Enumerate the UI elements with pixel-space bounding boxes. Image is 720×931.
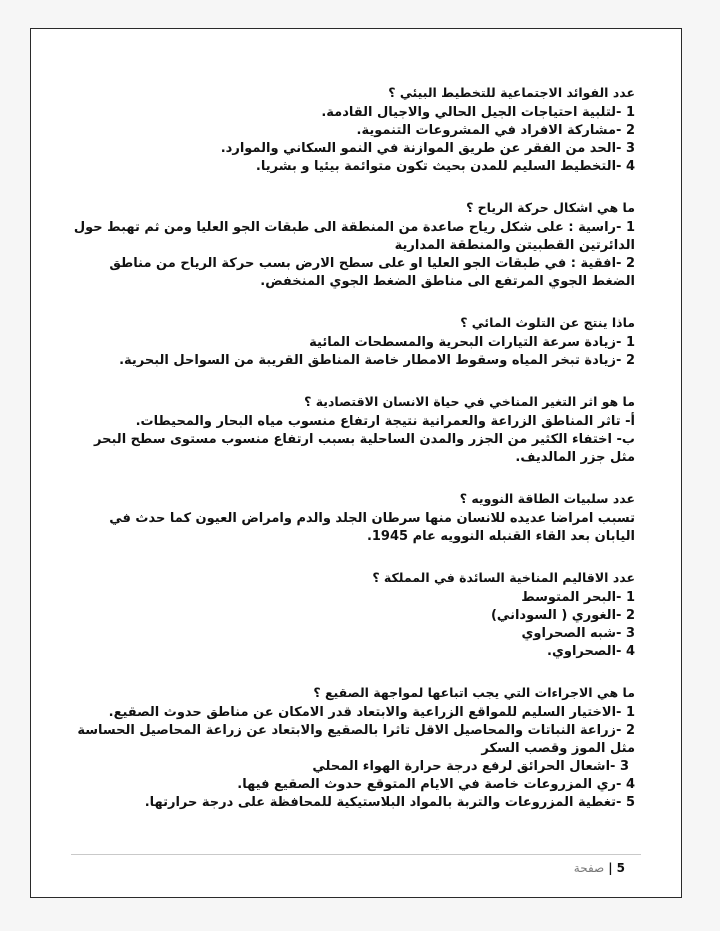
answer-item: 4 -التخطيط السليم للمدن بحيث تكون متوائمة بيئيا و بشريا.: [255, 159, 635, 174]
answer-item: 2 -مشاركة الافراد في المشروعات التنموية.: [356, 123, 635, 138]
qa-section: [71, 84, 635, 176]
question-heading: ما هي الاجراءات التي يجب اتباعها لمواجهة الصقيع ؟: [313, 685, 635, 700]
document-page: [30, 28, 682, 898]
footer-divider: [71, 854, 641, 855]
answer-item: 2 -زراعة النباتات والمحاصيل الاقل تاثرا بالصقيع والابتعاد عن زراعة المحاصيل الحساسة مثل الموز وقصب السكر: [77, 723, 635, 756]
question-heading: ما هي اشكال حركة الرياح ؟: [466, 200, 635, 215]
answer-item: 1 -الاختيار السليم للمواقع الزراعية والابتعاد قدر الامكان عن مناطق حدوث الصقيع.: [108, 705, 635, 720]
answer-item: تسبب امراضا عديده للانسان منها سرطان الجلد والدم وامراض العيون كما حدث في اليابان بعد القاء القنبله النوويه عام 1945.: [109, 511, 635, 544]
answer-item: 3 -شبه الصحراوي: [521, 626, 635, 641]
answer-item: ب- اختفاء الكثير من الجزر والمدن الساحلية بسبب ارتفاع منسوب مستوى سطح البحر مثل جزر المالديف.: [94, 432, 635, 465]
question-heading: ما هو اثر التغير المناخي في حياة الانسان الاقتصادية ؟: [304, 394, 635, 409]
qa-section: [71, 490, 635, 546]
answer-item: 4 -ري المزروعات خاصة في الايام المتوقع حدوث الصقيع فيها.: [237, 777, 635, 792]
answer-item: 4 -الصحراوي.: [547, 644, 635, 659]
question-heading: عدد الفوائد الاجتماعية للتخطيط البيئي ؟: [388, 85, 635, 100]
answer-item: 2 -افقية : في طبقات الجو العليا او على سطح الارض بسب حركة الرياح من مناطق الضغط الجوي المرتفع الى مناطق الضغط الجوي المنخفض.: [109, 256, 635, 289]
qa-section: [71, 393, 635, 467]
page-number: 5: [616, 861, 625, 875]
page-label: صفحة: [573, 861, 605, 875]
qa-section: [71, 684, 635, 812]
answer-item: 2 -الغوري ( السوداني): [490, 608, 635, 623]
answer-item: 3 -اشعال الحرائق لرفع درجة حرارة الهواء المحلي: [312, 759, 629, 774]
question-heading: عدد الاقاليم المناخية السائدة في المملكة ؟: [372, 570, 635, 585]
answer-item: 5 -تغطية المزروعات والتربة بالمواد البلاستيكية للمحافظة على درجة حرارتها.: [144, 795, 635, 810]
answer-item: 2 -زيادة تبخر المياه وسقوط الامطار خاصة المناطق القريبة من السواحل البحرية.: [119, 353, 635, 368]
qa-section: [71, 569, 635, 661]
answer-item: 3 -الحد من الفقر عن طريق الموازنة في النمو السكاني والموارد.: [220, 141, 635, 156]
footer-separator: |: [608, 861, 613, 875]
qa-section: [71, 199, 635, 291]
question-heading: عدد سلبيات الطاقة النوويه ؟: [459, 491, 635, 506]
document-body: [71, 84, 635, 835]
answer-item: 1 -زيادة سرعة التيارات البحرية والمسطحات المائية: [309, 335, 635, 350]
qa-section: [71, 314, 635, 370]
answer-item: 1 -البحر المتوسط: [521, 590, 635, 605]
answer-item: أ- تاثر المناطق الزراعة والعمرانية نتيجة ارتفاع منسوب مياه البحار والمحيطات.: [135, 414, 635, 429]
answer-item: 1 -راسية : على شكل رياح صاعدة من المنطقة الى طبقات الجو العليا ومن ثم تهبط حول الدائرتين القطبيتن والمنطقة المدارية: [73, 220, 635, 253]
question-heading: ماذا ينتج عن التلوث المائي ؟: [460, 315, 635, 330]
page-footer: [574, 861, 625, 875]
answer-item: 1 -لتلبية احتياجات الجيل الحالي والاجيال القادمة.: [321, 105, 635, 120]
